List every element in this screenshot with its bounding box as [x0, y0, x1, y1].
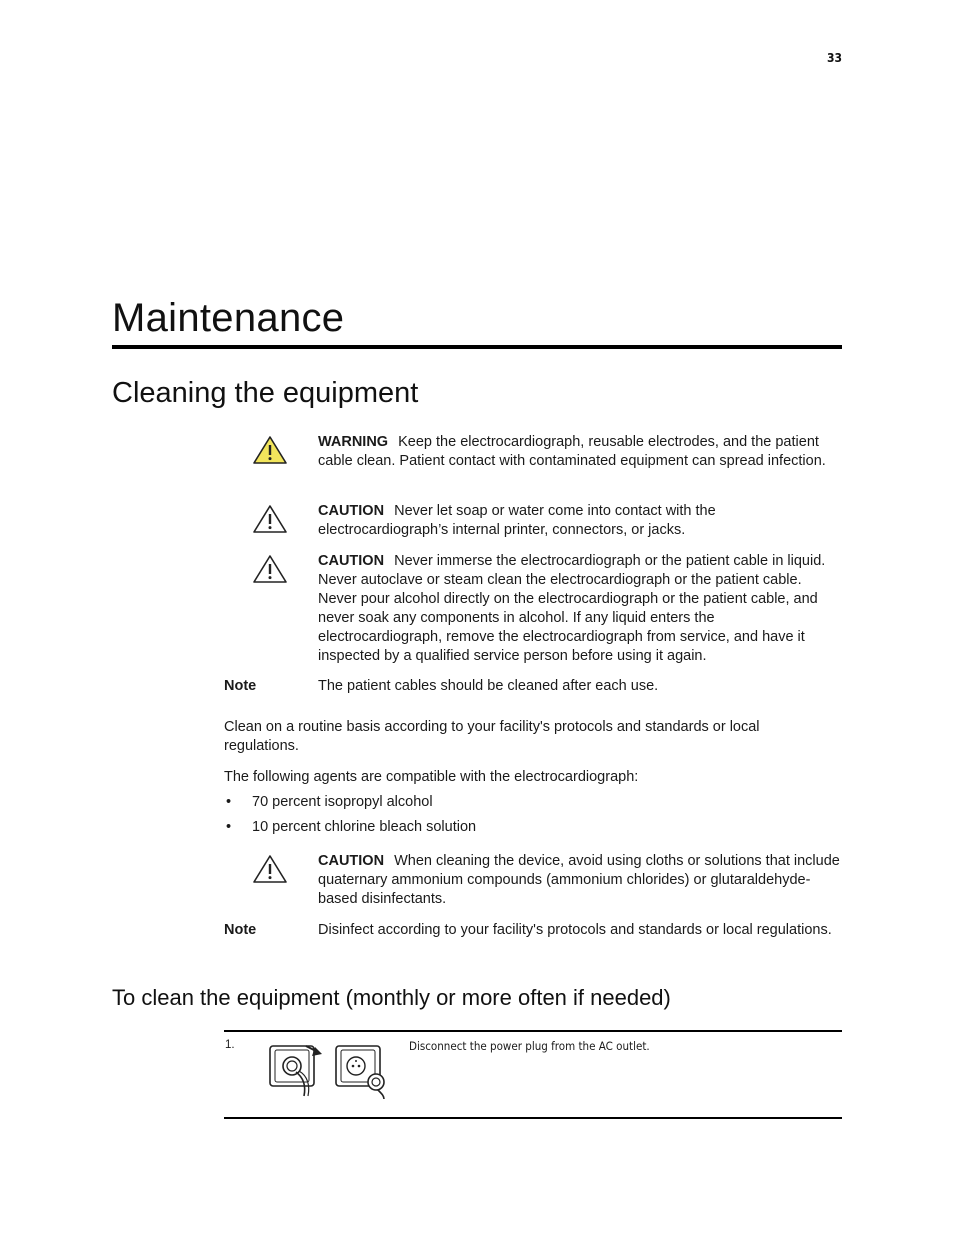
chapter-title: Maintenance: [112, 296, 345, 340]
routine-cleaning-paragraph: Clean on a routine basis according to your facility's protocols and standards or local regulations.: [224, 719, 760, 754]
caution-triangle-icon: [252, 854, 288, 884]
callout-text: Never immerse the electrocardiograph or the patient cable in liquid. Never autoclave or steam clean the electrocardiograph or the patient cable. Never pour alcohol directly on the electrocardiograph or the patient cable, and never soak any components in alcohol. If any liquid enters the electrocardiograph, remove the electrocardiograph from service, and have it inspected by a qualified service person before using it again.: [318, 553, 826, 664]
caution-triangle-icon: [252, 554, 288, 584]
list-item-text: 10 percent chlorine bleach solution: [252, 819, 477, 835]
bullet-dot: •: [226, 794, 232, 810]
note-text: The patient cables should be cleaned after each use.: [318, 678, 659, 694]
page-number: 33: [826, 51, 842, 65]
caution-triangle-icon: [252, 504, 288, 534]
callout-label: CAUTION: [318, 553, 385, 569]
section-title: Cleaning the equipment: [112, 377, 419, 409]
warning-triangle-yellow-icon: [252, 435, 288, 465]
note-text: Disinfect according to your facility's protocols and standards or local regulations.: [318, 922, 832, 938]
agents-intro-paragraph: The following agents are compatible with the electrocardiograph:: [224, 769, 639, 785]
subsection-title: To clean the equipment (monthly or more often if needed): [112, 985, 671, 1010]
callout-label: CAUTION: [318, 853, 385, 869]
chapter-rule: [112, 345, 842, 349]
note-label: Note: [224, 678, 257, 694]
callout-text: Never let soap or water come into contact with the electrocardiograph’s internal printer, connectors, or jacks.: [318, 503, 716, 538]
callout-text: When cleaning the device, avoid using cloths or solutions that include quaternary ammonium compounds (ammonium chlorides) or glutaraldehyde-based disinfectants.: [318, 853, 840, 907]
callout-label: WARNING: [318, 434, 389, 450]
table-top-rule: [224, 1030, 842, 1032]
callout-text: Keep the electrocardiograph, reusable electrodes, and the patient cable clean. Patient contact with contaminated equipment can spread infection.: [318, 434, 826, 469]
unplug-power-outlet-icon: [268, 1038, 392, 1100]
list-item-text: 70 percent isopropyl alcohol: [252, 794, 433, 810]
note-label: Note: [224, 922, 257, 938]
step-number: 1.: [225, 1039, 235, 1051]
step-text: Disconnect the power plug from the AC outlet.: [409, 1039, 650, 1053]
table-bottom-rule: [224, 1117, 842, 1119]
bullet-dot: •: [226, 819, 232, 835]
callout-label: CAUTION: [318, 503, 385, 519]
